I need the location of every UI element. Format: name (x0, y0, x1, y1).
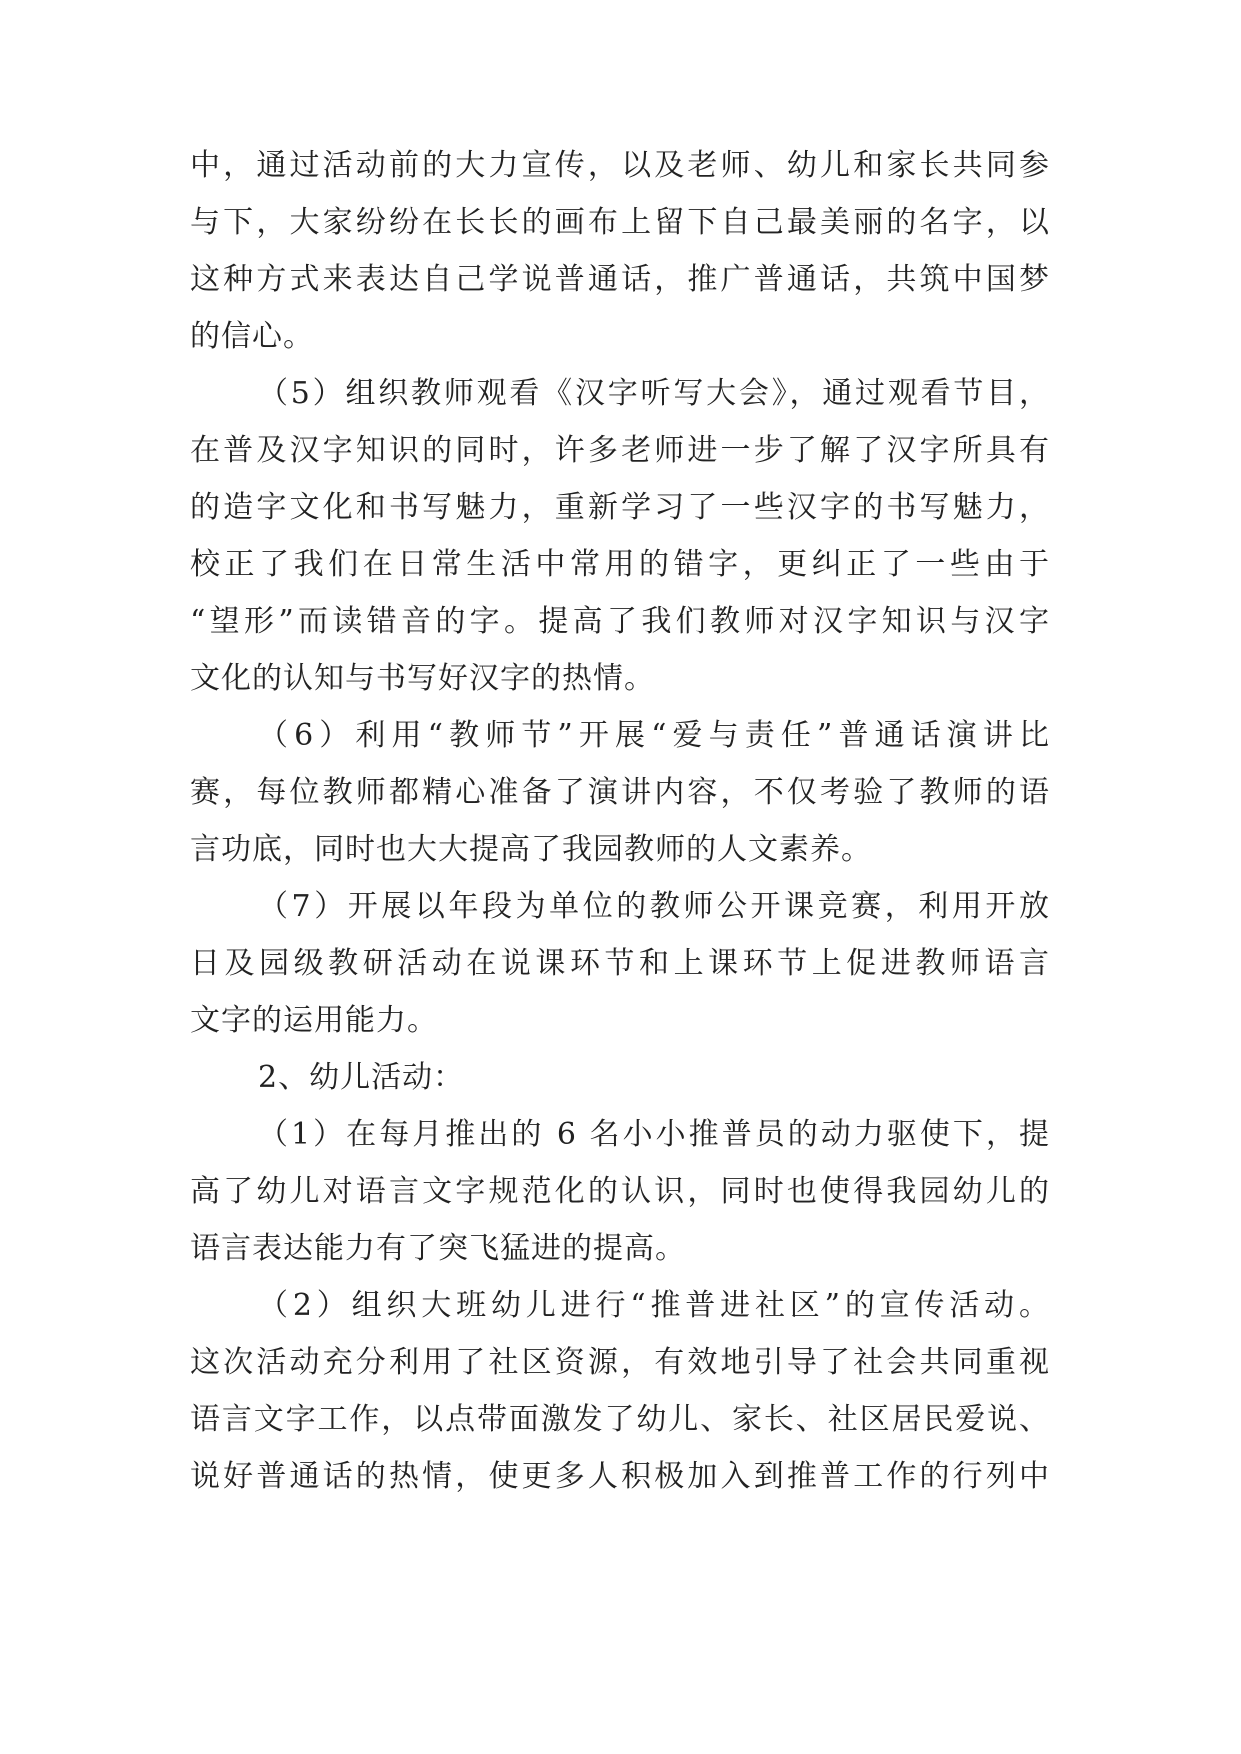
paragraph-start-line: （5）组织教师观看《汉字听写大会》，通过观看节目， (258, 376, 1050, 411)
text-line: 文字的运用能力。 (190, 1003, 438, 1038)
text-line: 校正了我们在日常生活中常用的错字，更纠正了一些由于 (190, 547, 1050, 582)
text-line: 在普及汉字知识的同时，许多老师进一步了解了汉字所具有 (190, 433, 1050, 468)
text-line: 日及园级教研活动在说课环节和上课环节上促进教师语言 (190, 946, 1050, 981)
text-line: 这次活动充分利用了社区资源，有效地引导了社会共同重视 (190, 1345, 1050, 1380)
text-line: 说好普通话的热情，使更多人积极加入到推普工作的行列中 (190, 1459, 1050, 1494)
text-line: 高了幼儿对语言文字规范化的认识，同时也使得我园幼儿的 (190, 1174, 1050, 1209)
text-line: 中，通过活动前的大力宣传，以及老师、幼儿和家长共同参 (190, 148, 1050, 183)
paragraph-start-line: （1）在每月推出的 6 名小小推普员的动力驱使下，提 (258, 1117, 1050, 1152)
text-line: 语言文字工作，以点带面激发了幼儿、家长、社区居民爱说、 (190, 1402, 1050, 1437)
text-line: 的信心。 (190, 319, 314, 354)
text-line: 文化的认知与书写好汉字的热情。 (190, 661, 655, 696)
paragraph-start-line: （6）利用“教师节”开展“爱与责任”普通话演讲比 (258, 718, 1050, 753)
text-line: 语言表达能力有了突飞猛进的提高。 (190, 1231, 686, 1266)
text-line: 与下，大家纷纷在长长的画布上留下自己最美丽的名字，以 (190, 205, 1050, 240)
text-line: “望形”而读错音的字。提高了我们教师对汉字知识与汉字 (190, 604, 1050, 639)
paragraph-start-line: （7）开展以年段为单位的教师公开课竞赛，利用开放 (258, 889, 1050, 924)
text-line: 赛，每位教师都精心准备了演讲内容，不仅考验了教师的语 (190, 775, 1050, 810)
text-line: 言功底，同时也大大提高了我园教师的人文素养。 (190, 832, 872, 867)
paragraph-start-line: （2）组织大班幼儿进行“推普进社区”的宣传活动。 (258, 1288, 1050, 1323)
text-line: 的造字文化和书写魅力，重新学习了一些汉字的书写魅力， (190, 490, 1050, 525)
text-line: 这种方式来表达自己学说普通话，推广普通话，共筑中国梦 (190, 262, 1050, 297)
section-heading: 2、幼儿活动： (258, 1060, 465, 1095)
